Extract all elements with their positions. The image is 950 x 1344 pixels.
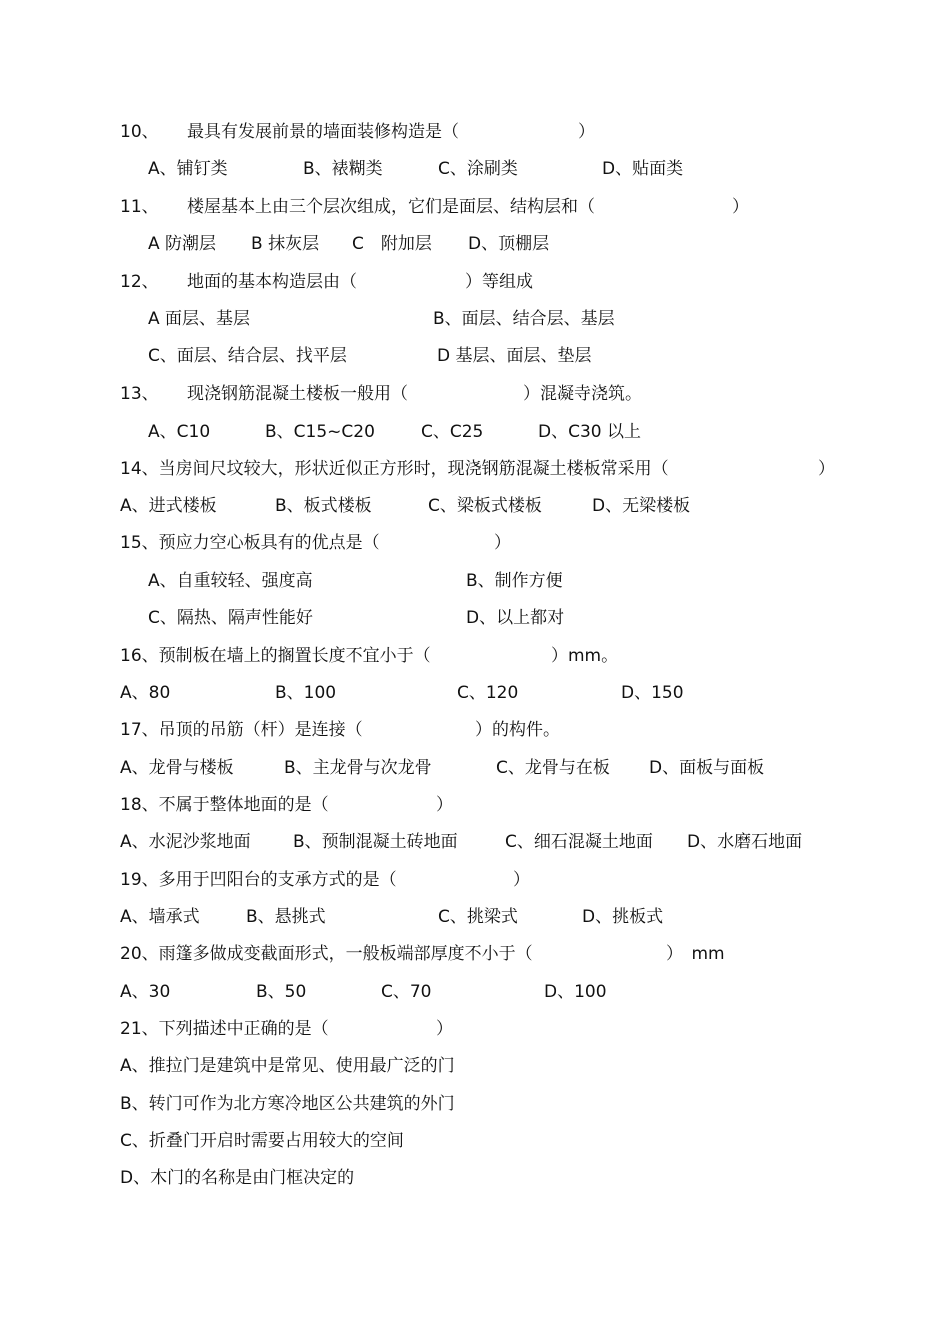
q15-option-a: A、自重较轻、强度高 — [148, 571, 313, 591]
q12-number: 12、 — [120, 272, 159, 292]
q16-option-a: A、80 — [120, 683, 171, 703]
q11-stem: 楼屋基本上由三个层次组成，它们是面层、结构层和（ — [187, 197, 595, 217]
q14-option-a: A、进式楼板 — [120, 496, 217, 516]
q18-option-d: D、水磨石地面 — [687, 832, 803, 852]
q17-stem: 17、吊顶的吊筋（杆）是连接（ — [120, 720, 363, 740]
q13-option-c: C、C25 — [421, 422, 484, 442]
q18-stem: 18、不属于整体地面的是（ — [120, 795, 329, 815]
q16-option-b: B、100 — [275, 683, 337, 703]
q16-option-c: C、120 — [457, 683, 519, 703]
q14-option-b: B、板式楼板 — [275, 496, 372, 516]
q19-option-d: D、挑板式 — [582, 907, 664, 927]
q13-option-b: B、C15~C20 — [265, 422, 375, 442]
q20-option-d: D、100 — [544, 982, 607, 1002]
q15-option-d: D、以上都对 — [466, 608, 565, 628]
q14-option-d: D、无梁楼板 — [592, 496, 691, 516]
q14-close: ） — [818, 459, 835, 479]
q20-stem: 20、雨篷多做成变截面形式，一般板端部厚度不小于（ — [120, 944, 533, 964]
q21-option-a: A、推拉门是建筑中是常见、使用最广泛的门 — [120, 1056, 455, 1076]
q19-option-c: C、挑梁式 — [438, 907, 518, 927]
q11-number: 11、 — [120, 197, 159, 217]
q13-tail: ）混凝寺浇筑。 — [523, 384, 642, 404]
q17-option-a: A、龙骨与楼板 — [120, 758, 234, 778]
q18-option-c: C、细石混凝土地面 — [505, 832, 653, 852]
q15-close: ） — [494, 533, 511, 553]
q16-stem: 16、预制板在墙上的搁置长度不宜小于（ — [120, 646, 431, 666]
q12-option-c: C、面层、结合层、找平层 — [148, 346, 347, 366]
q13-stem: 现浇钢筋混凝土楼板一般用（ — [187, 384, 408, 404]
q18-close: ） — [436, 795, 453, 815]
q18-option-a: A、水泥沙浆地面 — [120, 832, 251, 852]
q10-stem: 最具有发展前景的墙面装修构造是（ — [187, 122, 459, 142]
q21-option-b: B、转门可作为北方寒冷地区公共建筑的外门 — [120, 1094, 455, 1114]
q15-stem: 15、预应力空心板具有的优点是（ — [120, 533, 380, 553]
q13-option-a: A、C10 — [148, 422, 211, 442]
q13-number: 13、 — [120, 384, 159, 404]
q14-stem: 14、当房间尺坟较大，形状近似正方形时，现浇钢筋混凝土楼板常采用（ — [120, 459, 669, 479]
q19-stem: 19、多用于凹阳台的支承方式的是（ — [120, 870, 397, 890]
q19-close: ） — [513, 870, 530, 890]
q12-option-d: D 基层、面层、垫层 — [437, 346, 592, 366]
q16-tail: ）mm。 — [551, 646, 619, 666]
q18-option-b: B、预制混凝土砖地面 — [293, 832, 458, 852]
q10-number: 10、 — [120, 122, 159, 142]
q21-close: ） — [436, 1019, 453, 1039]
q12-stem: 地面的基本构造层由（ — [187, 272, 357, 292]
q17-tail: ）的构件。 — [475, 720, 560, 740]
q21-stem: 21、下列描述中正确的是（ — [120, 1019, 329, 1039]
q11-option-d: D、顶棚层 — [468, 234, 550, 254]
q12-tail: ）等组成 — [465, 272, 533, 292]
q12-option-b: B、面层、结合层、基层 — [433, 309, 615, 329]
q20-option-a: A、30 — [120, 982, 171, 1002]
q11-option-b: B 抹灰层 — [251, 234, 320, 254]
q14-option-c: C、梁板式楼板 — [428, 496, 542, 516]
q21-option-c: C、折叠门开启时需要占用较大的空间 — [120, 1131, 404, 1151]
q16-option-d: D、150 — [621, 683, 684, 703]
q11-option-c: C 附加层 — [352, 234, 432, 254]
q11-close: ） — [732, 197, 749, 217]
q10-option-d: D、贴面类 — [602, 159, 684, 179]
q10-option-a: A、铺钉类 — [148, 159, 228, 179]
q10-option-b: B、裱糊类 — [303, 159, 383, 179]
q17-option-b: B、主龙骨与次龙骨 — [284, 758, 432, 778]
q19-option-a: A、墙承式 — [120, 907, 200, 927]
q21-option-d: D、木门的名称是由门框决定的 — [120, 1168, 355, 1188]
q13-option-d: D、C30 以上 — [538, 422, 641, 442]
q20-tail: ） mm — [666, 944, 725, 964]
q11-option-a: A 防潮层 — [148, 234, 217, 254]
q17-option-c: C、龙骨与在板 — [496, 758, 610, 778]
q10-close: ） — [578, 122, 595, 142]
q17-option-d: D、面板与面板 — [649, 758, 765, 778]
q15-option-c: C、隔热、隔声性能好 — [148, 608, 313, 628]
q15-option-b: B、制作方便 — [466, 571, 563, 591]
q20-option-c: C、70 — [381, 982, 432, 1002]
q10-option-c: C、涂刷类 — [438, 159, 518, 179]
q12-option-a: A 面层、基层 — [148, 309, 251, 329]
q20-option-b: B、50 — [256, 982, 307, 1002]
q19-option-b: B、悬挑式 — [246, 907, 326, 927]
